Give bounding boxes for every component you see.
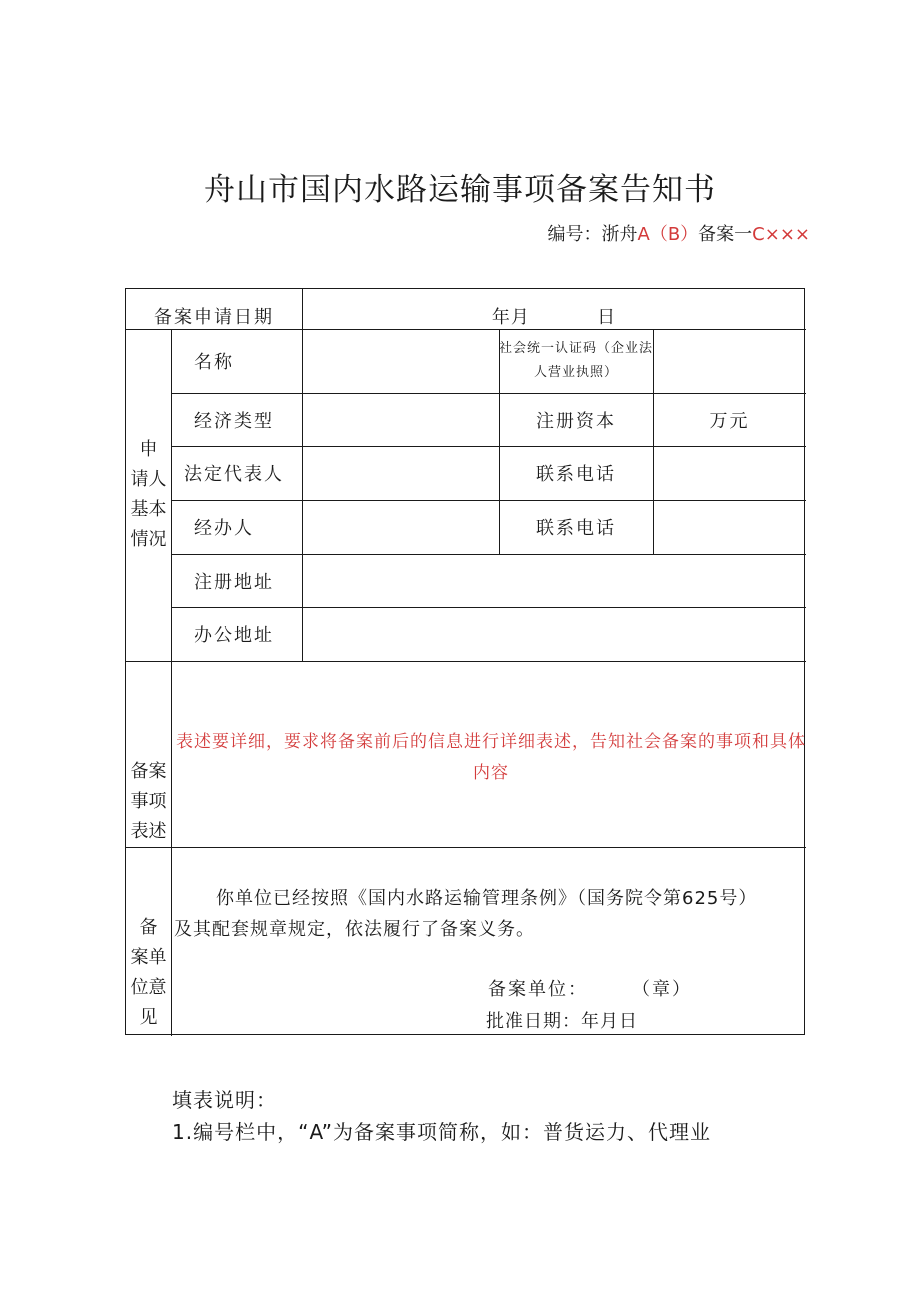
reg-address-input[interactable] — [302, 554, 806, 607]
name-input[interactable] — [302, 329, 499, 393]
office-address-label: 办公地址 — [194, 625, 274, 646]
col-line — [171, 329, 172, 1036]
matter-description[interactable]: 表述要详细，要求将备案前后的信息进行详细表述，告知社会备案的事项和具体内容 — [176, 732, 806, 783]
econ-type-label: 经济类型 — [194, 410, 274, 432]
econ-type-input[interactable] — [302, 393, 499, 446]
handler-input[interactable] — [302, 500, 499, 554]
document-title: 舟山市国内水路运输事项备案告知书 — [204, 172, 716, 208]
serial-c-part: C××× — [752, 224, 810, 245]
filing-form — [125, 288, 805, 1035]
matter-section-label: 备案 事项 表述 — [130, 761, 167, 842]
notes-heading: 填表说明： — [172, 1088, 277, 1112]
office-address-input[interactable] — [302, 607, 806, 661]
phone-input-2[interactable] — [653, 500, 806, 554]
credit-code-input[interactable] — [653, 329, 806, 393]
credit-code-label: 社会统一认证码（企业法人营业执照） — [499, 341, 654, 380]
applicant-section-label: 申 请人 基本 情况 — [130, 439, 167, 550]
serial-a-part: A（B） — [637, 224, 699, 245]
notes-item-1: 1.编号栏中，“A”为备案事项简称，如：普货运力、代理业 — [172, 1120, 712, 1144]
apply-date-value[interactable]: 年月 日 — [491, 307, 617, 328]
fill-instructions — [172, 1084, 711, 1148]
filing-unit-label: 备案单位： — [488, 979, 588, 1000]
seal-label: （章） — [632, 979, 692, 1000]
opinion-section-label: 备 案单 位意 见 — [130, 917, 167, 1028]
serial-number — [548, 220, 811, 246]
row-line — [126, 661, 806, 662]
serial-prefix: 编号：浙舟 — [547, 224, 638, 245]
legal-rep-input[interactable] — [302, 446, 499, 500]
handler-label: 经办人 — [194, 518, 254, 539]
opinion-text: 你单位已经按照《国内水路运输管理条例》（国务院令第625号）及其配套规章规定，依法履行了备案义务。 — [174, 888, 758, 940]
phone-label-1: 联系电话 — [536, 464, 616, 485]
reg-capital-label: 注册资本 — [536, 410, 616, 432]
phone-input-1[interactable] — [653, 446, 806, 500]
apply-date-label: 备案申请日期 — [154, 307, 274, 328]
approval-date: 批准日期：年月日 — [486, 1011, 638, 1032]
name-label: 名称 — [194, 352, 234, 373]
legal-rep-label: 法定代表人 — [184, 464, 284, 485]
row-line — [126, 847, 806, 848]
phone-label-2: 联系电话 — [536, 518, 616, 539]
reg-address-label: 注册地址 — [194, 571, 274, 593]
serial-middle: 备案一 — [698, 224, 753, 245]
reg-capital-unit[interactable]: 万元 — [709, 410, 750, 432]
